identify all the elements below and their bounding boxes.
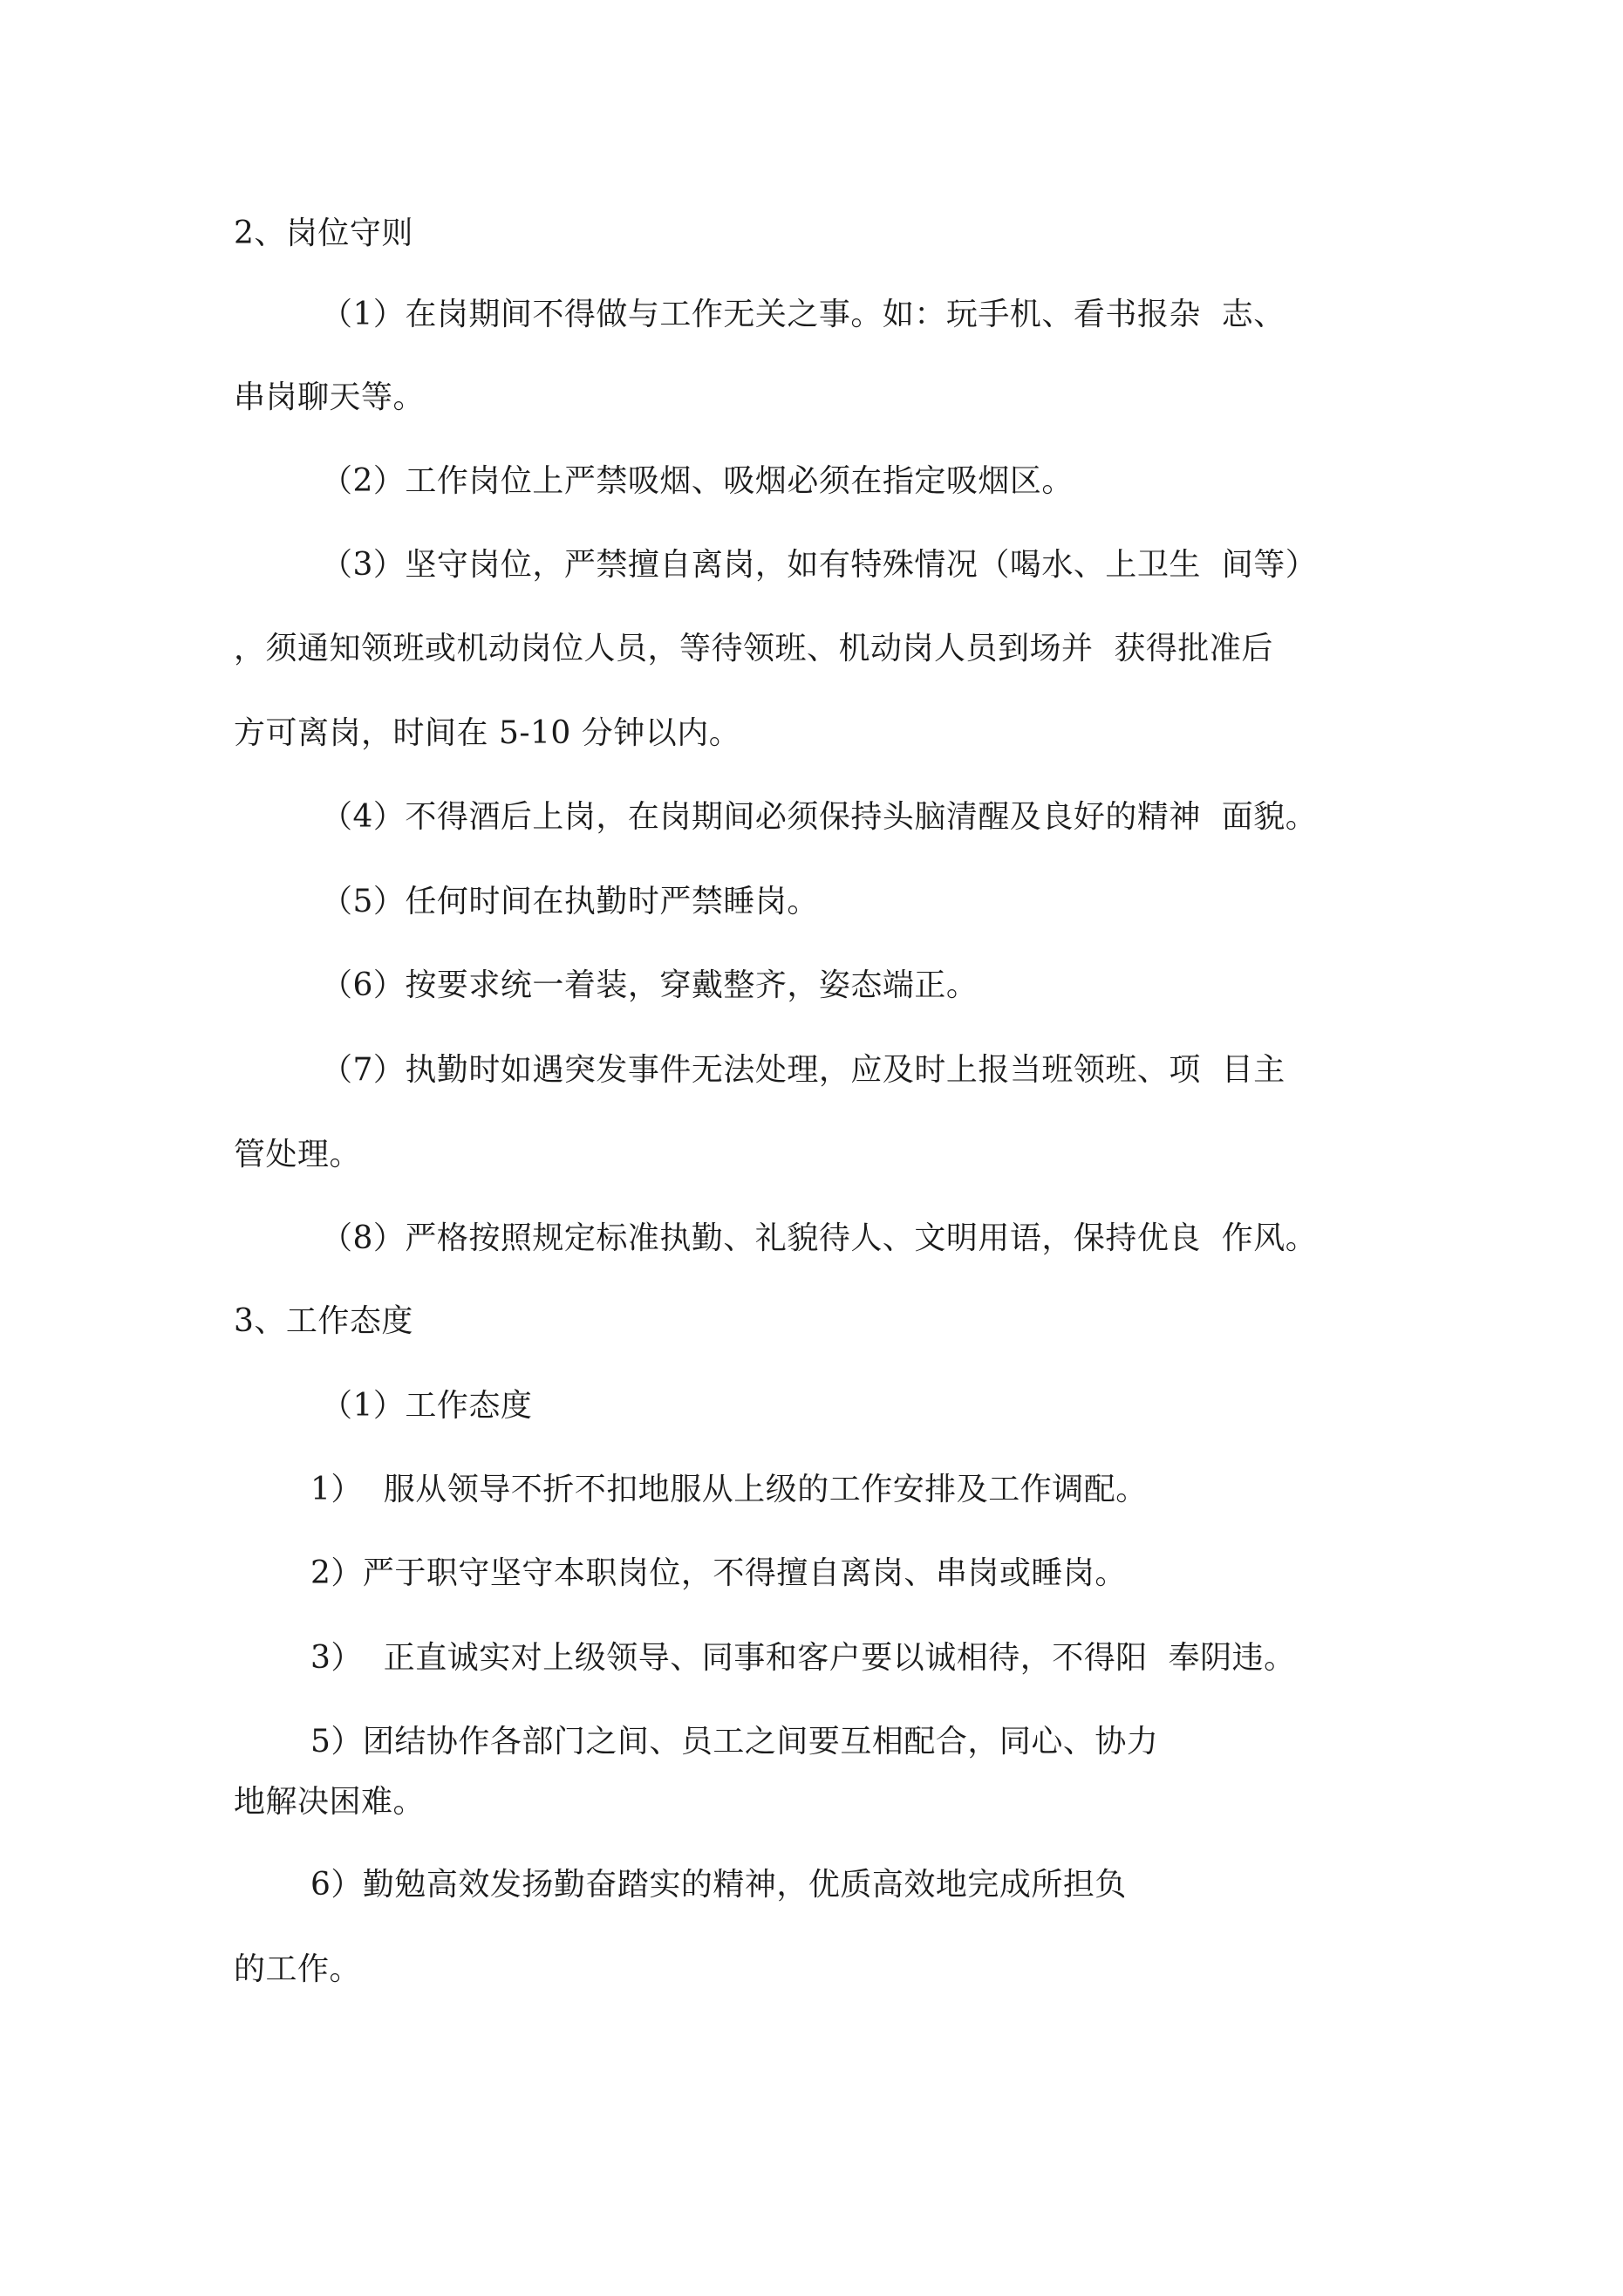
attitude-6-line-1: 6）勤勉高效发扬勤奋踏实的精神，优质高效地完成所担负: [310, 1867, 1127, 1903]
rule-7-line-2: 管处理。: [234, 1137, 362, 1172]
rule-4-line-1: （4）不得酒后上岗，在岗期间必须保持头脑清醒及良好的精神 面貌。: [321, 799, 1318, 835]
rule-6-line-1: （6）按要求统一着装，穿戴整齐，姿态端正。: [321, 967, 979, 1003]
rule-1-line-2: 串岗聊天等。: [234, 379, 426, 415]
rule-3-line-1: （3）坚守岗位，严禁擅自离岗，如有特殊情况（喝水、上卫生 间等）: [321, 547, 1318, 583]
rule-3-line-3: 方可离岗，时间在 5-10 分钟以内。: [234, 715, 741, 751]
rule-3-line-2: ，须通知领班或机动岗位人员，等待领班、机动岗人员到场并 获得批准后: [234, 631, 1273, 666]
rule-1-line-1: （1）在岗期间不得做与工作无关之事。如：玩手机、看书报杂 志、: [321, 297, 1285, 332]
rule-7-line-1: （7）执勤时如遇突发事件无法处理，应及时上报当班领班、项 目主: [321, 1052, 1285, 1088]
section-heading: 3、工作态度: [234, 1303, 413, 1339]
attitude-5-line-1: 5）团结协作各部门之间、员工之间要互相配合，同心、协力: [310, 1724, 1159, 1760]
rule-5-line-1: （5）任何时间在执勤时严禁睡岗。: [321, 884, 819, 919]
rule-8-line-1: （8）严格按照规定标准执勤、礼貌待人、文明用语，保持优良 作风。: [321, 1220, 1318, 1256]
attitude-5-line-2: 地解决困难。: [234, 1784, 426, 1820]
attitude-2-line-1: 2）严于职守坚守本职岗位，不得擅自离岗、串岗或睡岗。: [310, 1555, 1127, 1591]
attitude-1-line-1: 1） 服从领导不折不扣地服从上级的工作安排及工作调配。: [310, 1472, 1148, 1507]
attitude-3-line-1: 3） 正直诚实对上级领导、同事和客户要以诚相待，不得阳 奉阴违。: [310, 1640, 1296, 1676]
rule-2-line-1: （2）工作岗位上严禁吸烟、吸烟必须在指定吸烟区。: [321, 463, 1074, 499]
attitude-subheading: （1）工作态度: [321, 1388, 533, 1424]
attitude-6-line-2: 的工作。: [234, 1951, 362, 1987]
section-heading: 2、岗位守则: [234, 215, 413, 251]
